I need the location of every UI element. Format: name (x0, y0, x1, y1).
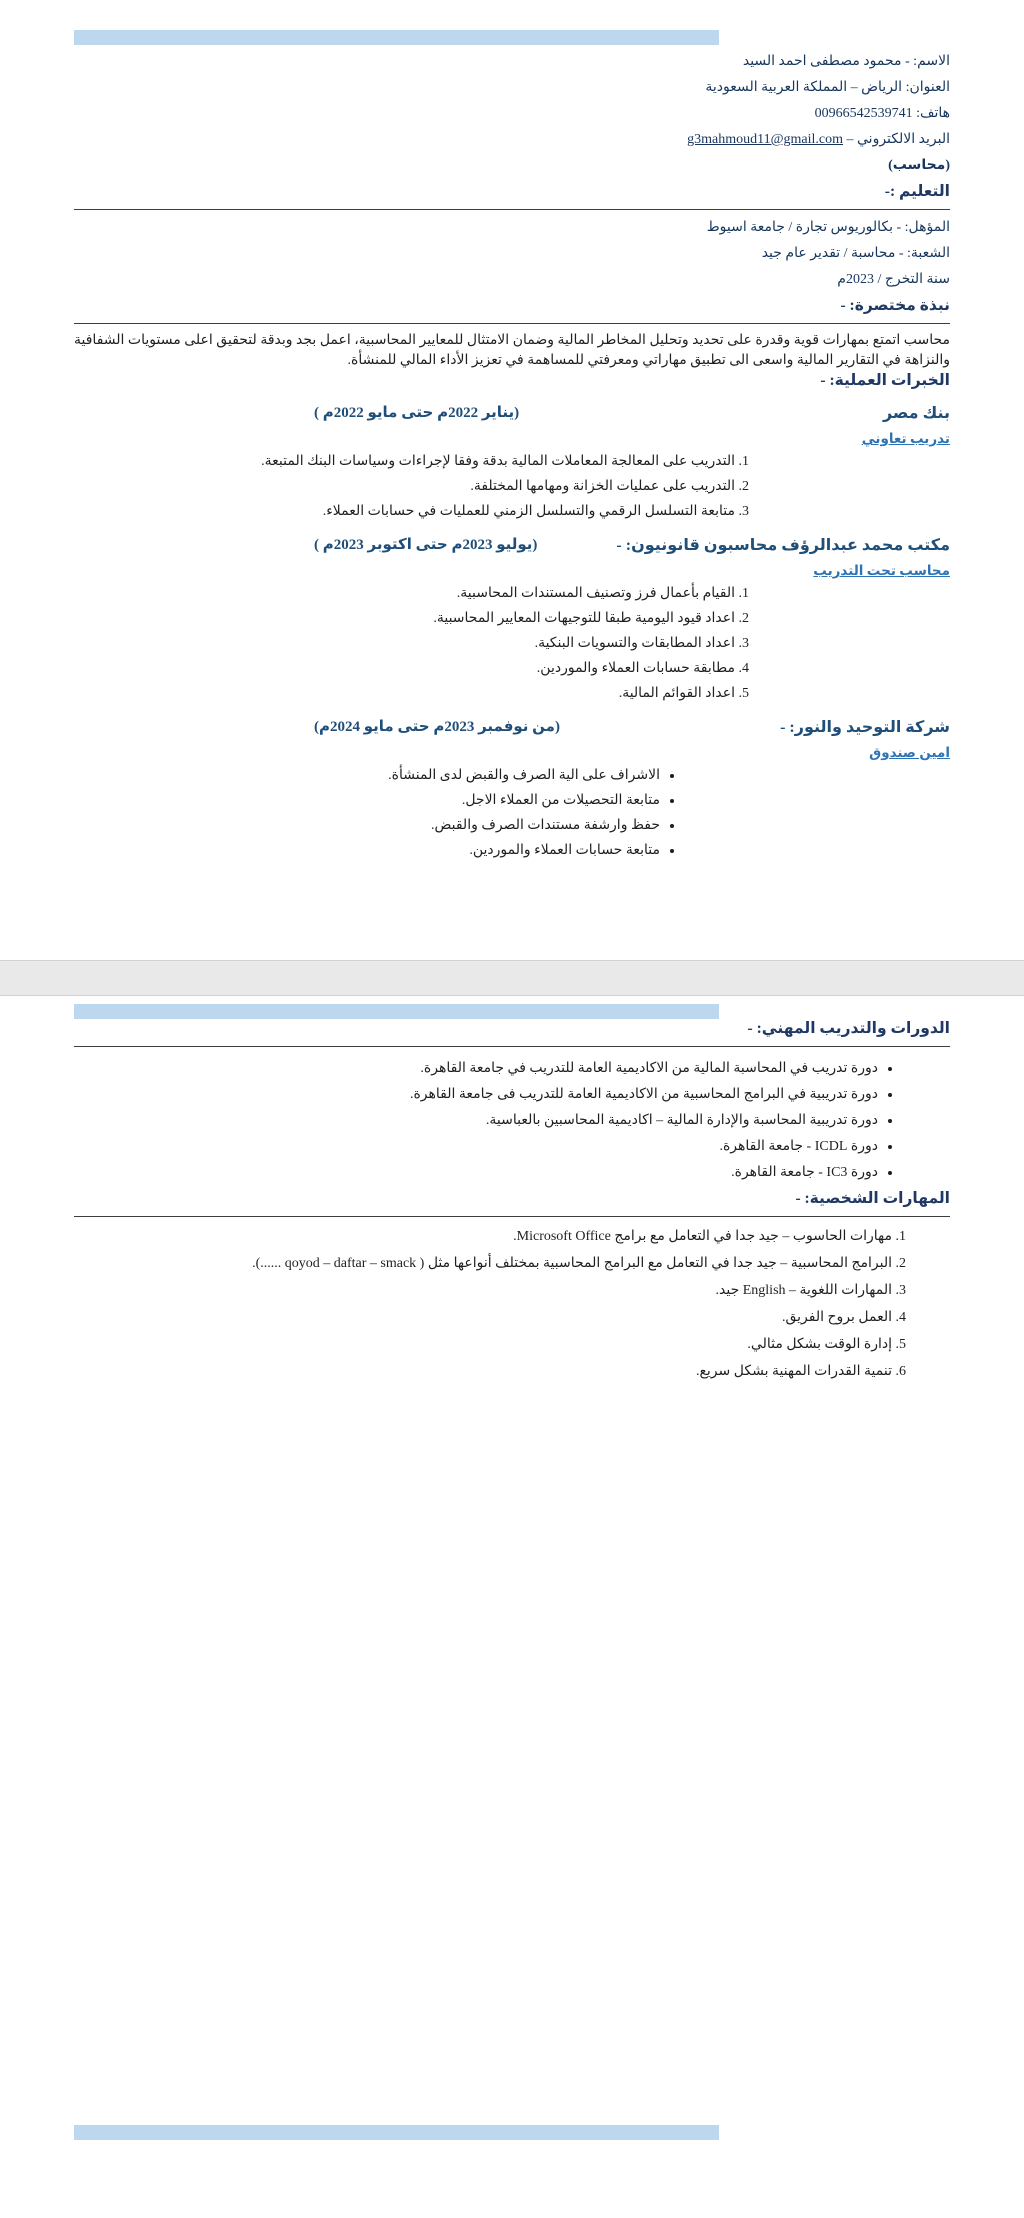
courses-list (74, 1059, 950, 1182)
job-period: (يوليو 2023م حتى اكتوبر 2023م ) (314, 537, 538, 553)
education-item: المؤهل: - بكالوريوس تجارة / جامعة اسيوط (706, 220, 950, 235)
phone-number: 00966542539741 (814, 106, 913, 121)
job-role: محاسب تحت التدريب (813, 563, 950, 578)
list-item: 2. التدريب على عمليات الخزانة ومهامها المختلفة. (74, 477, 735, 496)
list-item: 3. المهارات اللغوية – English جيد. (74, 1281, 892, 1300)
job-role: تدريب تعاوني (861, 431, 950, 446)
section-title-experience: الخبرات العملية: - (820, 372, 950, 389)
section-title-courses: الدورات والتدريب المهني: - (74, 1019, 950, 1047)
list-item: • حفظ وارشفة مستندات الصرف والقبض. (74, 816, 660, 835)
list-item: 4. العمل بروح الفريق. (74, 1308, 892, 1327)
phone-line (74, 104, 950, 123)
list-item: • دورة تدريبية في البرامج المحاسبية من الاكاديمية العامة للتدريب فى جامعة القاهرة. (74, 1085, 878, 1104)
name-line: الاسم: - محمود مصطفى احمد السيد (742, 54, 950, 69)
skills-list (74, 1227, 950, 1381)
list-item: 1. التدريب على المعالجة المعاملات المالية بدقة وفقا لإجراءات وسياسات البنك المتبعة. (74, 452, 735, 471)
education-block (74, 218, 950, 289)
list-item: • دورة ICDL - جامعة القاهرة. (74, 1137, 878, 1156)
list-item: 4. مطابقة حسابات العملاء والموردين. (74, 659, 735, 678)
section-title-summary: نبذة مختصرة: - (74, 296, 950, 324)
highlight-bar-bottom (74, 2125, 719, 2140)
duties-list (74, 452, 950, 521)
list-item: • متابعة حسابات العملاء والموردين. (74, 841, 660, 860)
job-header (74, 535, 950, 556)
summary-paragraph: محاسب اتمتع بمهارات قوية وقدرة على تحديد وتحليل المخاطر المالية وضمان الامتثال للمعايير المحاسبية، اعمل بجد وبدقة لتحقيق اعلى مستويات الشفافية والنزاهة في التقارير المالية واسعى الى تطبيق مهاراتي ومعرفتي للمساهمة في تعزيز الأداء المالي للمنشأة. (74, 333, 950, 368)
job-header (74, 717, 950, 738)
highlight-bar-top (74, 30, 719, 45)
list-item: 3. متابعة التسلسل الرقمي والتسلسل الزمني للعمليات في حسابات العملاء. (74, 502, 735, 521)
list-item: 6. تنمية القدرات المهنية بشكل سريع. (74, 1362, 892, 1381)
education-item: سنة التخرج / 2023م (837, 272, 950, 287)
duties-list (74, 584, 950, 703)
list-item: 2. البرامج المحاسبية – جيد جدا في التعامل مع البرامج المحاسبية بمختلف أنواعها مثل ( qoyod – daftar – smack ......). (74, 1254, 892, 1273)
email-link[interactable]: g3mahmoud11@gmail.com (687, 132, 843, 147)
company-name: مكتب محمد عبدالرؤف محاسبون قانونيون: - (616, 537, 950, 554)
section-title-skills: المهارات الشخصية: - (74, 1189, 950, 1217)
job-role: امين صندوق (869, 745, 950, 760)
list-item: • متابعة التحصيلات من العملاء الاجل. (74, 791, 660, 810)
list-item: 5. إدارة الوقت بشكل مثالي. (74, 1335, 892, 1354)
list-item: 1. مهارات الحاسوب – جيد جدا في التعامل مع برامج Microsoft Office. (74, 1227, 892, 1246)
resume-page-2 (0, 996, 1024, 2218)
email-label: البريد الالكتروني – (846, 132, 950, 147)
list-item: • دورة IC3 - جامعة القاهرة. (74, 1163, 878, 1182)
resume-page-1 (0, 0, 1024, 960)
education-item: الشعبة: - محاسبة / تقدير عام جيد (761, 246, 950, 261)
company-name: بنك مصر (882, 405, 950, 422)
section-title-education: التعليم :- (74, 182, 950, 210)
contact-block (74, 52, 950, 175)
email-line (74, 130, 950, 149)
address-line: العنوان: الرياض – المملكة العربية السعودية (705, 80, 950, 95)
company-name: شركة التوحيد والنور: - (780, 719, 950, 736)
list-item: 5. اعداد القوائم المالية. (74, 684, 735, 703)
job-period: (يناير 2022م حتى مايو 2022م ) (314, 405, 520, 421)
page-break-gap (0, 960, 1024, 996)
highlight-bar-page2-top (74, 1004, 719, 1019)
job-header (74, 403, 950, 424)
list-item: 1. القيام بأعمال فرز وتصنيف المستندات المحاسبية. (74, 584, 735, 603)
phone-label: هاتف: (916, 106, 950, 121)
list-item: • دورة تدريب في المحاسبة المالية من الاكاديمية العامة للتدريب في جامعة القاهرة. (74, 1059, 878, 1078)
list-item: 3. اعداد المطابقات والتسويات البنكية. (74, 634, 735, 653)
list-item: • الاشراف على الية الصرف والقبض لدى المنشأة. (74, 766, 660, 785)
list-item: 2. اعداد قيود اليومية طبقا للتوجيهات المعايير المحاسبية. (74, 609, 735, 628)
list-item: • دورة تدريبية المحاسبة والإدارة المالية – اكاديمية المحاسبين بالعباسية. (74, 1111, 878, 1130)
duties-list (74, 766, 950, 860)
applicant-job-title: (محاسب) (888, 158, 950, 173)
job-period: (من نوفمبر 2023م حتى مايو 2024م) (314, 719, 560, 735)
